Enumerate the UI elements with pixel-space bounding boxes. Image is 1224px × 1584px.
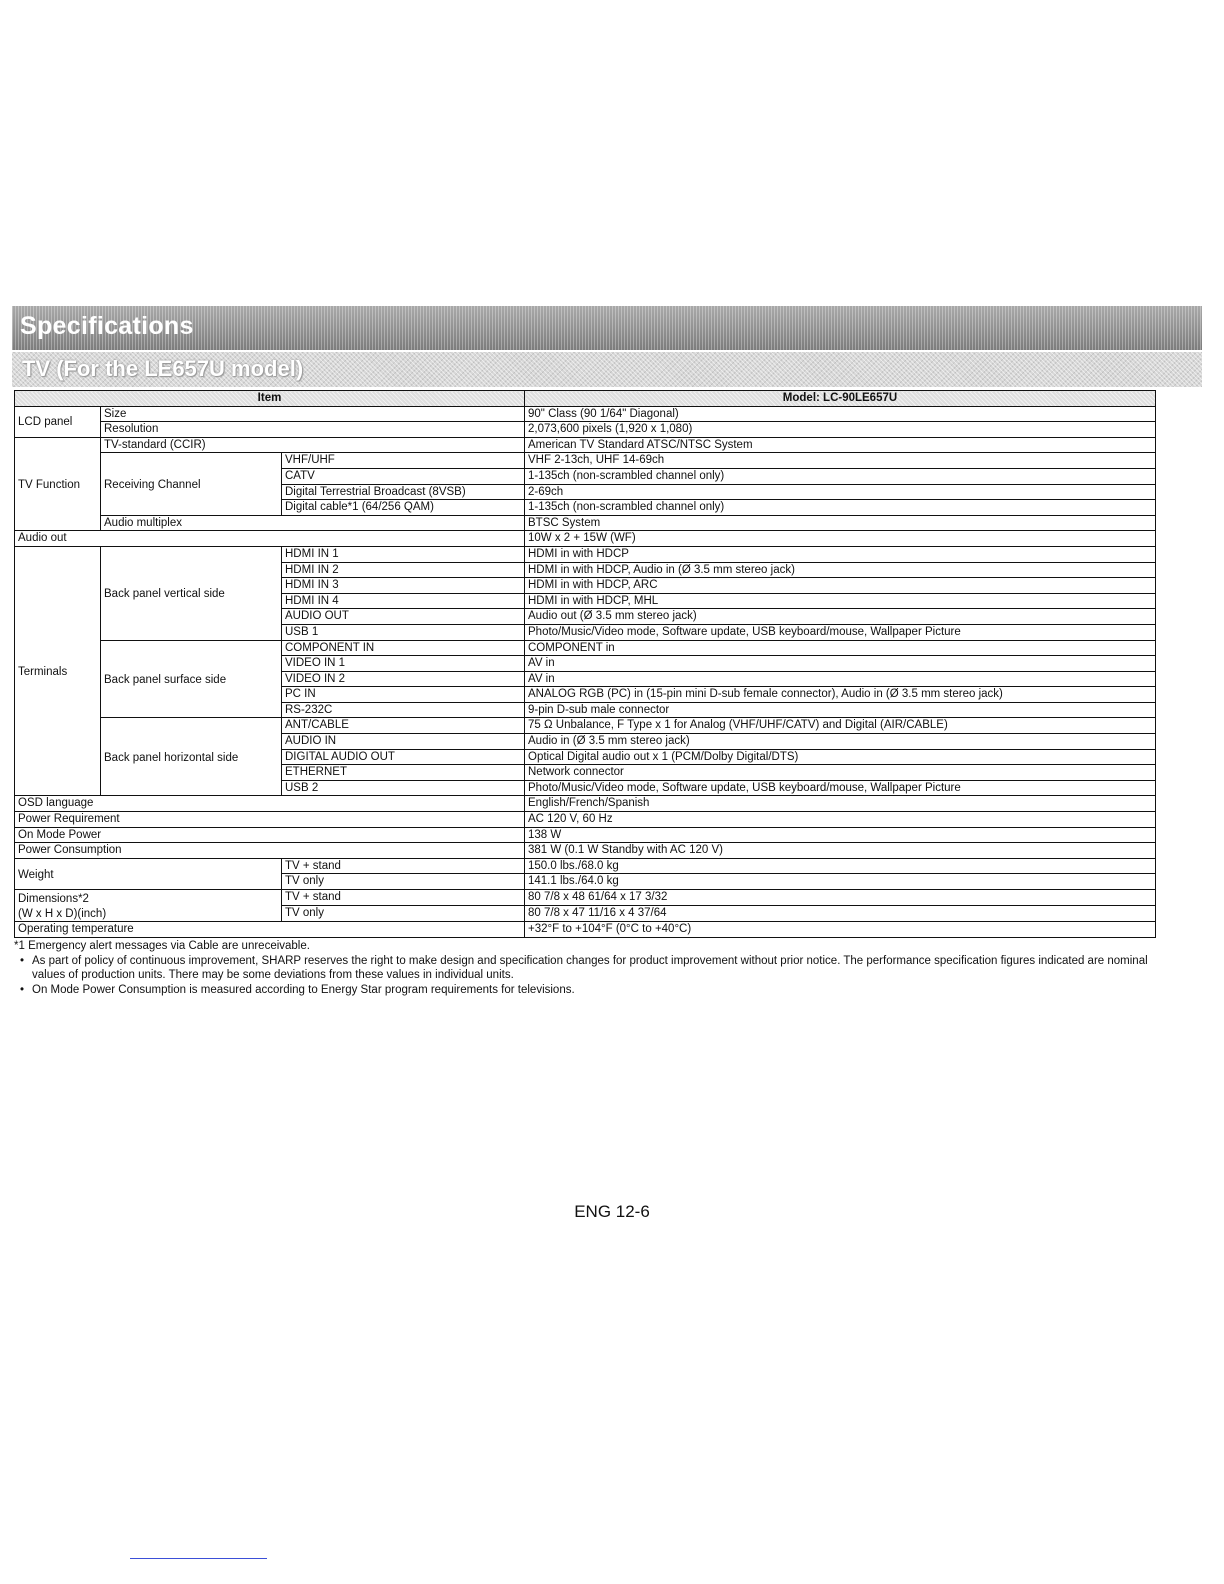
- row-label: ANT/CABLE: [282, 718, 525, 734]
- row-value: 80 7/8 x 47 11/16 x 4 37/64: [525, 906, 1156, 922]
- row-value: 80 7/8 x 48 61/64 x 17 3/32: [525, 890, 1156, 906]
- row-value: Network connector: [525, 765, 1156, 781]
- model-subtitle-banner: [12, 352, 1202, 387]
- dimensions-label-line2: (W x H x D)(inch): [18, 907, 107, 920]
- table-row: [15, 827, 1156, 843]
- row-label: AUDIO OUT: [282, 609, 525, 625]
- specifications-banner: [12, 306, 1202, 350]
- row-value: HDMI in with HDCP: [525, 546, 1156, 562]
- note-bullet: [14, 983, 1164, 998]
- notes-section: [14, 939, 1164, 997]
- row-value: 9-pin D-sub male connector: [525, 702, 1156, 718]
- row-value: Audio in (Ø 3.5 mm stereo jack): [525, 734, 1156, 750]
- row-label: TV only: [282, 906, 525, 922]
- row-label: Digital Terrestrial Broadcast (8VSB): [282, 484, 525, 500]
- row-value: 75 Ω Unbalance, F Type x 1 for Analog (VHF/UHF/CATV) and Digital (AIR/CABLE): [525, 718, 1156, 734]
- row-value: 138 W: [525, 827, 1156, 843]
- row-label: Audio out: [15, 531, 525, 547]
- row-label: ETHERNET: [282, 765, 525, 781]
- bullet-icon: •: [20, 954, 25, 967]
- row-value: 2-69ch: [525, 484, 1156, 500]
- row-group-label: Weight: [15, 858, 282, 889]
- row-value: COMPONENT in: [525, 640, 1156, 656]
- row-label: On Mode Power: [15, 827, 525, 843]
- table-row: [15, 858, 1156, 874]
- row-label: TV + stand: [282, 890, 525, 906]
- table-row: [15, 890, 1156, 906]
- row-group-label: [15, 890, 282, 922]
- row-label: RS-232C: [282, 702, 525, 718]
- row-subgroup-label: Back panel surface side: [101, 640, 282, 718]
- row-group-label: Terminals: [15, 546, 101, 796]
- table-row: [15, 812, 1156, 828]
- table-row: [15, 546, 1156, 562]
- row-value: ANALOG RGB (PC) in (15-pin mini D-sub female connector), Audio in (Ø 3.5 mm stereo jack): [525, 687, 1156, 703]
- row-value: BTSC System: [525, 515, 1156, 531]
- row-value: VHF 2-13ch, UHF 14-69ch: [525, 453, 1156, 469]
- row-value: English/French/Spanish: [525, 796, 1156, 812]
- row-value: AV in: [525, 671, 1156, 687]
- row-label: DIGITAL AUDIO OUT: [282, 749, 525, 765]
- row-label: HDMI IN 3: [282, 578, 525, 594]
- row-label: HDMI IN 2: [282, 562, 525, 578]
- row-label: TV + stand: [282, 858, 525, 874]
- row-value: HDMI in with HDCP, Audio in (Ø 3.5 mm stereo jack): [525, 562, 1156, 578]
- row-label: OSD language: [15, 796, 525, 812]
- row-value: Optical Digital audio out x 1 (PCM/Dolby Digital/DTS): [525, 749, 1156, 765]
- bullet-icon: •: [20, 983, 25, 996]
- row-label: USB 2: [282, 780, 525, 796]
- row-label: USB 1: [282, 624, 525, 640]
- row-value: Audio out (Ø 3.5 mm stereo jack): [525, 609, 1156, 625]
- table-header-row: [15, 391, 1156, 407]
- row-group-label: LCD panel: [15, 406, 101, 437]
- specifications-table: [14, 390, 1156, 938]
- note-text: On Mode Power Consumption is measured according to Energy Star program requirements for televisions.: [32, 983, 575, 996]
- row-label: CATV: [282, 468, 525, 484]
- row-value: Photo/Music/Video mode, Software update, USB keyboard/mouse, Wallpaper Picture: [525, 780, 1156, 796]
- row-label: Power Consumption: [15, 843, 525, 859]
- footnote: *1 Emergency alert messages via Cable are unreceivable.: [14, 940, 310, 952]
- table-row: [15, 640, 1156, 656]
- table-row: [15, 796, 1156, 812]
- row-label: VHF/UHF: [282, 453, 525, 469]
- row-label: Power Requirement: [15, 812, 525, 828]
- row-label: Operating temperature: [15, 922, 525, 938]
- row-value: HDMI in with HDCP, ARC: [525, 578, 1156, 594]
- row-value: HDMI in with HDCP, MHL: [525, 593, 1156, 609]
- note-text: As part of policy of continuous improvement, SHARP reserves the right to make design and specification changes for product improvement without prior notice. The performance specification figures indicated are nominal values of production units. There may be some deviations from these values in individual units.: [32, 954, 1148, 982]
- row-label: Digital cable*1 (64/256 QAM): [282, 500, 525, 516]
- row-value: 2,073,600 pixels (1,920 x 1,080): [525, 422, 1156, 438]
- row-label: Audio multiplex: [101, 515, 525, 531]
- row-label: HDMI IN 1: [282, 546, 525, 562]
- row-value: +32°F to +104°F (0°C to +40°C): [525, 922, 1156, 938]
- row-value: 141.1 lbs./64.0 kg: [525, 874, 1156, 890]
- row-label: PC IN: [282, 687, 525, 703]
- bottom-divider: [130, 1558, 267, 1559]
- table-row: [15, 515, 1156, 531]
- row-label: VIDEO IN 2: [282, 671, 525, 687]
- column-header-item: Item: [15, 391, 525, 407]
- row-label: HDMI IN 4: [282, 593, 525, 609]
- row-label: VIDEO IN 1: [282, 656, 525, 672]
- section-subtitle: TV (For the LE657U model): [22, 356, 304, 381]
- page-number: ENG 12-6: [574, 1202, 650, 1221]
- row-label: Size: [101, 406, 525, 422]
- row-value: 90" Class (90 1/64" Diagonal): [525, 406, 1156, 422]
- row-value: 381 W (0.1 W Standby with AC 120 V): [525, 843, 1156, 859]
- row-value: 150.0 lbs./68.0 kg: [525, 858, 1156, 874]
- row-value: 1-135ch (non-scrambled channel only): [525, 468, 1156, 484]
- dimensions-label-line1: Dimensions*2: [18, 893, 89, 905]
- row-value: Photo/Music/Video mode, Software update, USB keyboard/mouse, Wallpaper Picture: [525, 624, 1156, 640]
- row-value: 1-135ch (non-scrambled channel only): [525, 500, 1156, 516]
- column-header-model: Model: LC-90LE657U: [525, 391, 1156, 407]
- row-value: AC 120 V, 60 Hz: [525, 812, 1156, 828]
- row-label: COMPONENT IN: [282, 640, 525, 656]
- row-subgroup-label: Back panel horizontal side: [101, 718, 282, 796]
- row-label: Resolution: [101, 422, 525, 438]
- row-label: TV only: [282, 874, 525, 890]
- note-bullet: [14, 954, 1164, 983]
- row-label: TV-standard (CCIR): [101, 437, 525, 453]
- row-value: 10W x 2 + 15W (WF): [525, 531, 1156, 547]
- table-row: [15, 406, 1156, 422]
- table-row: [15, 422, 1156, 438]
- row-value: AV in: [525, 656, 1156, 672]
- table-row: [15, 453, 1156, 469]
- row-label: AUDIO IN: [282, 734, 525, 750]
- row-subgroup-label: Receiving Channel: [101, 453, 282, 515]
- row-value: American TV Standard ATSC/NTSC System: [525, 437, 1156, 453]
- table-row: [15, 718, 1156, 734]
- table-row: [15, 531, 1156, 547]
- table-row: [15, 437, 1156, 453]
- row-group-label: TV Function: [15, 437, 101, 531]
- row-subgroup-label: Back panel vertical side: [101, 546, 282, 640]
- table-row: [15, 843, 1156, 859]
- table-row: [15, 922, 1156, 938]
- page-title: Specifications: [20, 312, 194, 340]
